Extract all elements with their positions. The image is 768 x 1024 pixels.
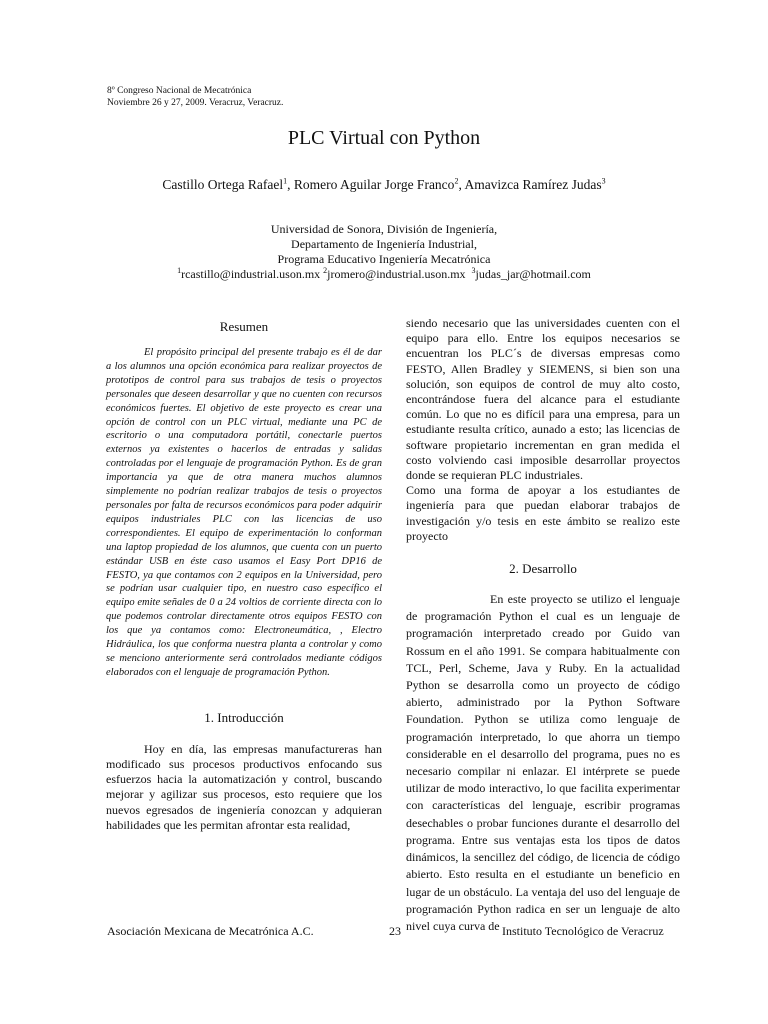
paper-title: PLC Virtual con Python <box>287 127 481 149</box>
affiliation-line-3: Programa Educativo Ingeniería Mecatrónica <box>277 252 491 266</box>
author-list <box>0 177 768 193</box>
affiliation-line-1: Universidad de Sonora, División de Ingeniería, <box>270 222 498 236</box>
affiliation-block <box>0 222 768 282</box>
email-3-sup: 3 <box>471 266 476 275</box>
email-1-sup: 1 <box>177 266 182 275</box>
resumen-text: El propósito principal del presente trabajo es él de dar a los alumnos una opción económica para realizar proyectos de prototipos de control para sus trabajos de tesis o proyectos personales que deseen desarrollar y que no cuenten con recursos económicos fuertes. El objetivo de este proyecto es crear una opción de control con un PLC virtual, mediante una PC de escritorio o una computadora portátil, conectarle puertos externos ya existentes o hacerlos de entradas y salidas controladas por el lenguaje de programación Python. Es de gran importancia ya que de otra manera muchos alumnos simplemente no podrían realizar trabajos de tesis o proyectos personales por falta de recursos económicos para poder adquirir equipos industriales PLC con las licencias de uso correspondientes. El equipo de experimentación lo conforman una laptop propiedad de los alumnos, que cuenta con un puerto estándar USB en éste caso usamos el Easy Port DP16 de FESTO, ya que contamos con 2 equipos en la Universidad, pero se podrían usar cualquier tipo, en nuestro caso específico el equipo emite señales de 0 a 24 voltios de corriente directa con lo que podemos controlar directamente otros equipos FESTO con los que ya contamos como: Electroneumática, , Electro Hidráulica, los que conforma nuestra planta a controlar y como se menciono anteriormente será controlados mediante códigos elaborados con el lenguaje de programación Python. <box>106 347 382 678</box>
desarrollo-text: En este proyecto se utilizo el lenguaje de programación Python el cual es un lenguaje de programación interpretado creado por Guido van Rossum en el año 1991. Se compara habitualmente con TCL, Perl, Scheme, Java y Ruby. En la actualidad Python se desarrolla como un proyecto de código abierto, administrado por la Python Software Foundation. Python se utiliza como lenguaje de programación interpretado, lo que ahorra un tiempo considerable en el desarrollo del programa, pues no es necesario compilar ni enlazar. El intérprete se puede utilizar de modo interactivo, lo que facilita experimentar con características del lenguaje, escribir programas desechables o probar funciones durante el desarrollo del programa. Entre sus ventajas esta los tipos de datos dinámicos, la sencillez del código, de licencia de código abierto. Esto resulta en el estudiante un beneficio en lugar de un obstáculo. La ventaja del uso del lenguaje de programación Python radica en ser un lenguaje de alto nivel cuya curva de <box>406 592 680 933</box>
email-2: jromero@industrial.uson.mx <box>327 267 466 281</box>
email-3: judas_jar@hotmail.com <box>475 267 591 281</box>
email-line <box>0 267 768 282</box>
author-1-sup: 1 <box>283 176 288 186</box>
right-paragraph-1: siendo necesario que las universidades cuenten con el equipo para ello. Entre los equipos necesarios se encuentran los PLC´s de diversas empresas como FESTO, Allen Bradley y SIEMENS, si bien son una solución, son equipos de control de muy alto costo, encontrándose fuera del alcance para el estudiante común. Lo que no es difícil para una empresa, para un estudiante resulta crítico, aunado a esto; las licencias de software propietario incrementan en gran medida el costo volviendo casi imposible desarrollar proyectos donde se requieran PLC industriales. <box>406 316 680 483</box>
introduccion-text: Hoy en día, las empresas manufactureras han modificado sus procesos productivos enfocando sus esfuerzos hacia la automatización y control, buscando mejorar y agilizar sus procesos, esto requiere que los nuevos egresados de ingeniería conozcan y adquieran habilidades que les permitan afrontar esta realidad, <box>106 741 382 832</box>
author-3-sup: 3 <box>601 176 606 186</box>
desarrollo-heading: 2. Desarrollo <box>509 561 577 577</box>
email-1: rcastillo@industrial.uson.mx <box>181 267 321 281</box>
author-1: Castillo Ortega Rafael <box>162 177 284 192</box>
conference-header <box>107 86 283 109</box>
conference-date: Noviembre 26 y 27, 2009. Veracruz, Veracruz. <box>107 97 284 108</box>
footer-association: Asociación Mexicana de Mecatrónica A.C. <box>107 924 314 938</box>
author-2: , Romero Aguilar Jorge Franco <box>287 177 455 192</box>
page-number: 23 <box>389 924 401 938</box>
footer-institute: Instituto Tecnológico de Veracruz <box>502 924 664 938</box>
author-2-sup: 2 <box>454 176 459 186</box>
resumen-heading: Resumen <box>219 319 269 334</box>
affiliation-line-2: Departamento de Ingeniería Industrial, <box>291 237 477 251</box>
introduccion-heading: 1. Introducción <box>204 709 284 725</box>
author-3: , Amavizca Ramírez Judas <box>458 177 602 192</box>
right-column <box>406 316 680 935</box>
right-paragraph-2: Como una forma de apoyar a los estudiantes de ingeniería para que puedan elaborar trabajos de investigación y/o tesis en este ámbito se realizo este proyecto <box>406 483 680 543</box>
conference-name: 8º Congreso Nacional de Mecatrónica <box>107 86 252 96</box>
email-2-sup: 2 <box>323 266 328 275</box>
left-column <box>106 316 382 833</box>
